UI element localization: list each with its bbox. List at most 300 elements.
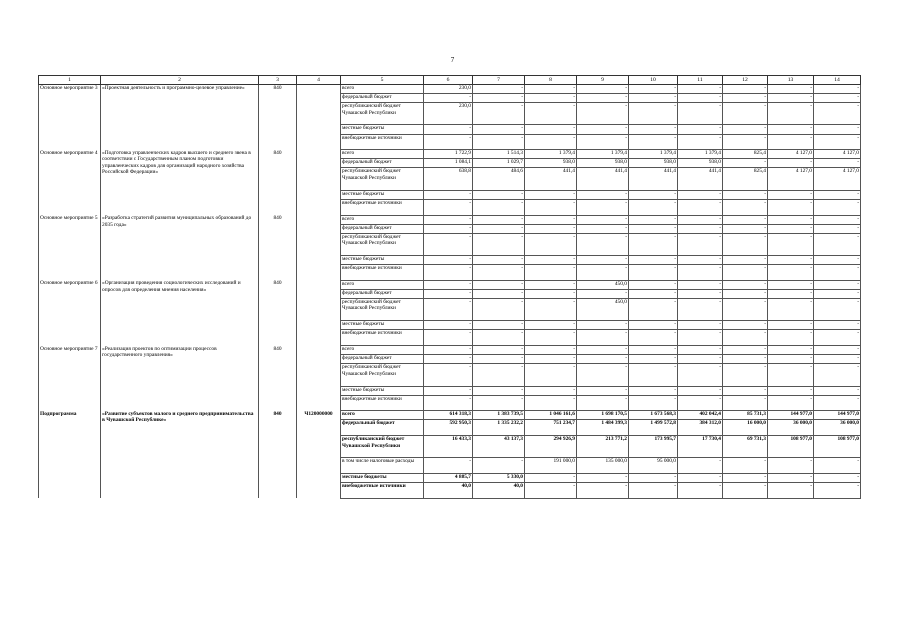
header-cell: 10 [629,76,678,85]
value-cell: - [525,190,577,199]
value-cell: 1 084,1 [424,159,473,168]
value-cell: - [814,134,861,150]
value-cell: - [678,85,723,94]
value-cell: - [525,395,577,411]
executor-code-cell: 840 [259,280,297,345]
value-cell: 1 499 572,8 [629,420,678,436]
value-cell: - [473,233,525,255]
value-cell: - [814,458,861,474]
value-cell: - [629,215,678,224]
value-cell: 938,0 [629,159,678,168]
executor-code-cell: 840 [259,411,297,499]
value-cell: - [723,224,768,233]
funding-source-cell: внебюджетные источники [341,199,424,215]
value-cell: - [768,233,814,255]
value-cell: - [424,321,473,330]
value-cell: - [629,280,678,289]
value-cell: - [678,224,723,233]
value-cell: - [473,224,525,233]
value-cell: - [577,233,629,255]
value-cell: - [814,386,861,395]
value-cell: - [577,289,629,298]
funding-source-cell: местные бюджеты [341,474,424,483]
value-cell: 108 977,0 [768,436,814,458]
value-cell: - [473,265,525,281]
value-cell: - [678,321,723,330]
value-cell: - [723,256,768,265]
value-cell: 441,4 [678,168,723,190]
value-cell: 95 000,0 [629,458,678,474]
value-cell: - [525,85,577,94]
status-cell: Основное мероприятие 6 [39,280,101,345]
funding-source-cell: всего [341,150,424,159]
value-cell: - [629,330,678,346]
value-cell: 825,4 [723,150,768,159]
value-cell: - [768,190,814,199]
value-cell: - [678,330,723,346]
value-cell: - [768,289,814,298]
name-cell: «Организация проведения социологических исследований и опросов для определения мнения населения» [101,280,259,345]
value-cell: 938,0 [525,159,577,168]
header-cell: 12 [723,76,768,85]
funding-source-cell: местные бюджеты [341,386,424,395]
value-cell: - [473,190,525,199]
value-cell: - [424,233,473,255]
budget-code-cell [297,215,341,280]
value-cell: - [577,474,629,483]
header-cell: 6 [424,76,473,85]
funding-source-cell: федеральный бюджет [341,224,424,233]
value-cell: 135 000,0 [577,458,629,474]
value-cell: - [768,483,814,499]
value-cell: - [577,125,629,134]
funding-source-cell: республиканский бюджет Чувашской Республики [341,364,424,386]
value-cell: - [814,364,861,386]
value-cell: 1 379,4 [525,150,577,159]
value-cell: - [678,94,723,103]
value-cell: - [577,330,629,346]
value-cell: - [525,280,577,289]
funding-source-cell: республиканский бюджет Чувашской Республики [341,298,424,320]
value-cell: - [473,395,525,411]
value-cell: - [473,386,525,395]
header-cell: 13 [768,76,814,85]
value-cell: 17 730,4 [678,436,723,458]
funding-source-cell: федеральный бюджет [341,289,424,298]
funding-source-cell: внебюджетные источники [341,330,424,346]
value-cell: - [629,190,678,199]
header-cell: 7 [473,76,525,85]
name-cell: «Проектная деятельность и программно-целевое управление» [101,85,259,150]
value-cell: 751 234,7 [525,420,577,436]
value-cell: - [525,224,577,233]
value-cell: - [424,395,473,411]
value-cell: - [723,103,768,125]
funding-source-cell: федеральный бюджет [341,355,424,364]
value-cell: - [678,289,723,298]
value-cell: - [577,321,629,330]
value-cell: - [473,215,525,224]
value-cell: - [723,190,768,199]
value-cell: - [814,355,861,364]
value-cell: 402 042,4 [678,411,723,420]
value-cell: - [768,125,814,134]
value-cell: 1 484 399,3 [577,420,629,436]
funding-source-cell: всего [341,346,424,355]
value-cell: - [629,94,678,103]
value-cell: - [723,159,768,168]
value-cell: - [723,265,768,281]
value-cell: - [814,103,861,125]
value-cell: - [814,330,861,346]
value-cell: - [473,458,525,474]
value-cell: - [723,94,768,103]
value-cell: - [577,483,629,499]
value-cell: - [629,256,678,265]
budget-code-cell [297,346,341,411]
value-cell: - [814,159,861,168]
value-cell: 1 029,7 [473,159,525,168]
value-cell: - [814,199,861,215]
value-cell: 173 995,7 [629,436,678,458]
value-cell: - [768,474,814,483]
value-cell: - [525,134,577,150]
value-cell: - [525,199,577,215]
value-cell: - [723,199,768,215]
value-cell: - [577,256,629,265]
value-cell: - [525,233,577,255]
value-cell: - [814,256,861,265]
value-cell: - [629,224,678,233]
header-cell: 1 [39,76,101,85]
value-cell: - [577,355,629,364]
value-cell: 108 977,0 [814,436,861,458]
page-number: 7 [450,56,455,64]
value-cell: - [814,483,861,499]
value-cell: - [424,364,473,386]
value-cell: 450,0 [577,280,629,289]
value-cell: - [525,474,577,483]
value-cell: - [678,256,723,265]
value-cell: 450,0 [577,298,629,320]
value-cell: - [424,289,473,298]
value-cell: - [814,474,861,483]
funding-source-cell: местные бюджеты [341,190,424,199]
value-cell: 5 330,0 [473,474,525,483]
value-cell: - [768,103,814,125]
value-cell: - [768,364,814,386]
value-cell: - [768,159,814,168]
value-cell: - [577,103,629,125]
value-cell: 441,4 [577,168,629,190]
value-cell: 614 318,3 [424,411,473,420]
value-cell: - [814,233,861,255]
value-cell: 4 127,0 [814,150,861,159]
value-cell: - [678,280,723,289]
value-cell: - [723,134,768,150]
funding-source-cell: местные бюджеты [341,125,424,134]
value-cell: - [814,85,861,94]
value-cell: - [473,330,525,346]
value-cell: - [629,233,678,255]
funding-source-cell: республиканский бюджет Чувашской Республики [341,436,424,458]
value-cell: - [768,256,814,265]
header-row [39,76,861,85]
value-cell: - [424,458,473,474]
budget-table [38,75,861,499]
table-row [39,215,861,224]
value-cell: 1 698 170,5 [577,411,629,420]
value-cell: - [814,125,861,134]
value-cell: - [525,289,577,298]
header-cell: 14 [814,76,861,85]
value-cell: - [814,190,861,199]
value-cell: 825,4 [723,168,768,190]
value-cell: - [723,330,768,346]
value-cell: - [577,224,629,233]
value-cell: 938,0 [577,159,629,168]
value-cell: - [629,346,678,355]
value-cell: - [629,265,678,281]
value-cell: 213 771,2 [577,436,629,458]
value-cell: - [768,280,814,289]
value-cell: - [577,395,629,411]
value-cell: - [768,395,814,411]
value-cell: - [678,199,723,215]
value-cell: - [814,321,861,330]
budget-code-cell: Ч120000000 [297,411,341,499]
value-cell: - [424,280,473,289]
funding-source-cell: всего [341,411,424,420]
budget-code-cell [297,150,341,215]
status-cell: Основное мероприятие 4 [39,150,101,215]
value-cell: 36 000,0 [814,420,861,436]
value-cell: - [768,134,814,150]
value-cell: - [525,355,577,364]
value-cell: - [723,458,768,474]
value-cell: 592 950,3 [424,420,473,436]
funding-source-cell: местные бюджеты [341,256,424,265]
value-cell: - [678,233,723,255]
value-cell: - [577,134,629,150]
value-cell: - [678,125,723,134]
value-cell: - [814,265,861,281]
funding-source-cell: федеральный бюджет [341,420,424,436]
value-cell: - [723,483,768,499]
value-cell: - [723,346,768,355]
value-cell: - [678,458,723,474]
value-cell: - [723,364,768,386]
value-cell: - [525,298,577,320]
value-cell: - [768,355,814,364]
value-cell: - [723,355,768,364]
header-cell: 11 [678,76,723,85]
executor-code-cell: 840 [259,346,297,411]
funding-source-cell: в том числе налоговые расходы [341,458,424,474]
value-cell: - [678,298,723,320]
value-cell: 36 000,0 [768,420,814,436]
value-cell: - [577,85,629,94]
value-cell: 1 379,4 [577,150,629,159]
value-cell: 43 137,3 [473,436,525,458]
value-cell: - [678,483,723,499]
table-row [39,85,861,94]
table-row [39,150,861,159]
funding-source-cell: внебюджетные источники [341,134,424,150]
header-cell: 9 [577,76,629,85]
funding-source-cell: всего [341,280,424,289]
value-cell: 294 926,9 [525,436,577,458]
value-cell: - [678,364,723,386]
value-cell: - [814,395,861,411]
value-cell: - [723,321,768,330]
value-cell: - [814,215,861,224]
value-cell: 191 000,0 [525,458,577,474]
value-cell: - [678,395,723,411]
value-cell: - [473,256,525,265]
value-cell: - [473,134,525,150]
status-cell: Подпрограмма [39,411,101,499]
value-cell: - [525,321,577,330]
value-cell: - [678,386,723,395]
value-cell: - [723,395,768,411]
value-cell: - [723,233,768,255]
executor-code-cell: 840 [259,215,297,280]
value-cell: - [768,458,814,474]
value-cell: - [723,85,768,94]
value-cell: - [424,199,473,215]
value-cell: - [424,134,473,150]
funding-source-cell: республиканский бюджет Чувашской Республики [341,103,424,125]
value-cell: - [629,386,678,395]
value-cell: - [424,346,473,355]
value-cell: - [629,125,678,134]
funding-source-cell: внебюджетные источники [341,265,424,281]
value-cell: 1 379,4 [678,150,723,159]
value-cell: - [473,103,525,125]
value-cell: - [629,199,678,215]
table-row [39,280,861,289]
value-cell: - [723,215,768,224]
value-cell: 484,6 [473,168,525,190]
funding-source-cell: всего [341,85,424,94]
funding-source-cell: федеральный бюджет [341,94,424,103]
value-cell: - [678,265,723,281]
value-cell: - [678,474,723,483]
value-cell: - [678,346,723,355]
value-cell: - [424,256,473,265]
value-cell: 144 977,0 [768,411,814,420]
value-cell: - [424,355,473,364]
funding-source-cell: всего [341,215,424,224]
value-cell: - [814,94,861,103]
value-cell: - [424,125,473,134]
value-cell: 1 335 232,2 [473,420,525,436]
value-cell: 4 127,0 [768,150,814,159]
value-cell: 4 885,7 [424,474,473,483]
value-cell: - [723,289,768,298]
value-cell: - [473,321,525,330]
funding-source-cell: местные бюджеты [341,321,424,330]
value-cell: - [629,483,678,499]
value-cell: - [814,346,861,355]
value-cell: - [525,94,577,103]
value-cell: 1 383 739,5 [473,411,525,420]
name-cell: «Реализация проектов по оптимизации процессов государственного управления» [101,346,259,411]
value-cell: - [678,355,723,364]
value-cell: - [473,199,525,215]
value-cell: - [424,190,473,199]
budget-code-cell [297,85,341,150]
value-cell: 4 127,0 [768,168,814,190]
value-cell: 384 312,0 [678,420,723,436]
value-cell: 938,0 [678,159,723,168]
value-cell: - [424,94,473,103]
value-cell: - [577,386,629,395]
value-cell: 441,4 [629,168,678,190]
name-cell: «Развитие субъектов малого и среднего предпринимательства в Чувашской Республике» [101,411,259,499]
value-cell: - [723,298,768,320]
value-cell: 1 046 161,6 [525,411,577,420]
value-cell: - [424,224,473,233]
value-cell: - [814,280,861,289]
value-cell: 40,0 [424,483,473,499]
name-cell: «Разработка стратегий развития муниципальных образований до 2035 года» [101,215,259,280]
value-cell: - [723,125,768,134]
value-cell: - [768,265,814,281]
value-cell: - [473,355,525,364]
status-cell: Основное мероприятие 5 [39,215,101,280]
status-cell: Основное мероприятие 3 [39,85,101,150]
header-cell: 3 [259,76,297,85]
value-cell: - [577,94,629,103]
value-cell: - [424,265,473,281]
value-cell: 1 673 568,3 [629,411,678,420]
table-row [39,346,861,355]
value-cell: - [525,103,577,125]
value-cell: - [814,289,861,298]
name-cell: «Подготовка управленческих кадров высшего и среднего звена в соответствии с Государственным планом подготовки управленческих кадров для организаций народного хозяйства Российской Федерации» [101,150,259,215]
funding-source-cell: внебюджетные источники [341,395,424,411]
value-cell: 1 722,9 [424,150,473,159]
value-cell: - [768,85,814,94]
budget-code-cell [297,280,341,345]
value-cell: - [473,280,525,289]
value-cell: - [629,355,678,364]
value-cell: - [629,103,678,125]
value-cell: - [525,125,577,134]
header-cell: 5 [341,76,424,85]
value-cell: - [814,298,861,320]
value-cell: 638,8 [424,168,473,190]
table-row [39,411,861,420]
value-cell: 230,0 [424,103,473,125]
value-cell: - [768,215,814,224]
value-cell: 16 000,0 [723,420,768,436]
value-cell: - [814,224,861,233]
value-cell: - [768,321,814,330]
funding-source-cell: федеральный бюджет [341,159,424,168]
value-cell: - [768,330,814,346]
value-cell: - [577,265,629,281]
executor-code-cell: 840 [259,85,297,150]
value-cell: 1 514,3 [473,150,525,159]
value-cell: - [768,224,814,233]
value-cell: - [678,134,723,150]
header-cell: 8 [525,76,577,85]
value-cell: 16 433,3 [424,436,473,458]
value-cell: 144 977,0 [814,411,861,420]
